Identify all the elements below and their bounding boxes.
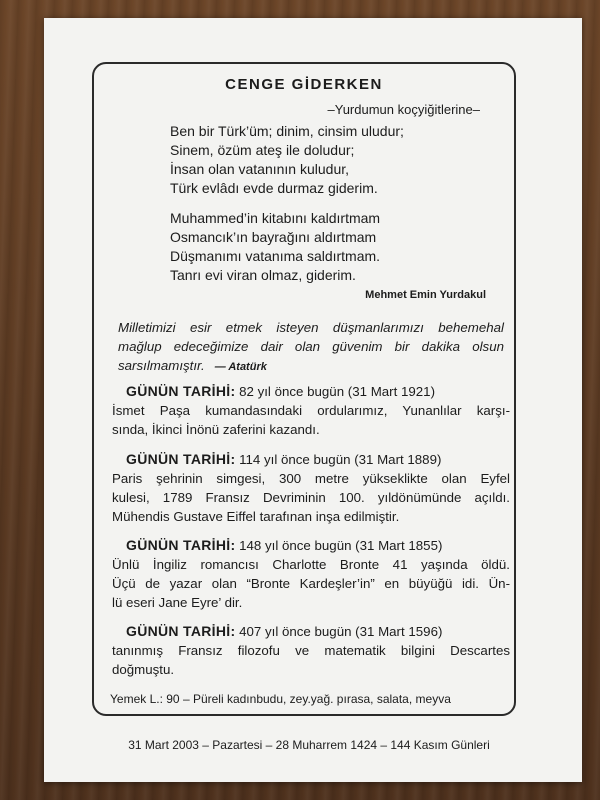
entry-first-line bbox=[112, 450, 510, 469]
entry-line: doğmuştu. bbox=[112, 662, 175, 677]
entry-date: 82 yıl önce bugün (31 Mart 1921) bbox=[239, 384, 435, 399]
entry-label: GÜNÜN TARİHİ: bbox=[126, 383, 236, 399]
poem-line: İnsan olan vatanının kuludur, bbox=[170, 161, 350, 177]
poem-line: Türk evlâdı evde durmaz giderim. bbox=[170, 180, 378, 196]
content-frame bbox=[92, 62, 516, 716]
quote-author: — Atatürk bbox=[214, 361, 267, 373]
quote-line: mağlup edeceğimize dair olan güvenim bir dakika olsun bbox=[118, 339, 504, 354]
entry-line: tanınmış Fransız filozofu ve matematik bilgini Descartes bbox=[112, 643, 510, 658]
date-footer: 31 Mart 2003 – Pazartesi – 28 Muharrem 1424 – 144 Kasım Günleri bbox=[128, 738, 490, 752]
poem-dedication: –Yurdumun koçyiğitlerine– bbox=[327, 102, 480, 117]
entry-label: GÜNÜN TARİHİ: bbox=[126, 537, 236, 553]
quote-line-last bbox=[118, 356, 504, 377]
entry-line: Mühendis Gustave Eiffel tarafınan inşa edilmiştir. bbox=[112, 509, 400, 524]
entry-line: Ünlü İngiliz romancısı Charlotte Bronte 41 yaşında öldü. bbox=[112, 557, 510, 572]
entry-line: İsmet Paşa kumandasındaki ordularımız, Yunanlılar karşı- bbox=[112, 403, 510, 418]
poem-line: Muhammed’in kitabını kaldırtmam bbox=[170, 210, 381, 226]
entry-label: GÜNÜN TARİHİ: bbox=[126, 623, 236, 639]
quote-line: Milletimizi esir etmek isteyen düşmanlarımızı behemehal bbox=[118, 320, 504, 335]
entry-first-line bbox=[112, 622, 510, 641]
poem-line: Tanrı evi viran olmaz, giderim. bbox=[170, 267, 356, 283]
poem-author: Mehmet Emin Yurdakul bbox=[365, 289, 486, 301]
entry-line: Paris şehrinin simgesi, 300 metre yükseklikte olan Eyfel bbox=[112, 471, 510, 486]
history-entry-1 bbox=[112, 382, 510, 439]
entry-line: Üçü de yazar olan “Bronte Kardeşler’in” en büyüğü idi. Ün- bbox=[112, 576, 510, 591]
history-entry-3 bbox=[112, 536, 510, 612]
poem-line: Ben bir Türk’üm; dinim, cinsim uludur; bbox=[170, 123, 404, 139]
history-entry-4 bbox=[112, 622, 510, 679]
poem-stanza-1 bbox=[170, 122, 404, 198]
poem-line: Sinem, özüm ateş ile doludur; bbox=[170, 142, 355, 158]
poem-line: Düşmanımı vatanıma saldırtmam. bbox=[170, 248, 381, 264]
poem-title: CENGE GİDERKEN bbox=[225, 76, 383, 93]
entry-date: 114 yıl önce bugün (31 Mart 1889) bbox=[239, 452, 442, 467]
entry-date: 407 yıl önce bugün (31 Mart 1596) bbox=[239, 624, 443, 639]
history-entry-2 bbox=[112, 450, 510, 526]
entry-first-line bbox=[112, 382, 510, 401]
entry-line: kulesi, 1789 Fransız Devriminin 100. yıldönümünde açıldı. bbox=[112, 490, 510, 505]
entry-line: lü eseri Jane Eyre’ dir. bbox=[112, 595, 243, 610]
entry-line: sında, İkinci İnönü zaferini kazandı. bbox=[112, 422, 320, 437]
entry-date: 148 yıl önce bugün (31 Mart 1855) bbox=[239, 538, 443, 553]
poem-line: Osmancık’ın bayrağını aldırtmam bbox=[170, 229, 377, 245]
quote-line-text: sarsılmamıştır. bbox=[118, 358, 205, 373]
entry-first-line bbox=[112, 536, 510, 555]
calendar-page bbox=[44, 18, 582, 782]
poem-stanza-2 bbox=[170, 209, 380, 285]
entry-label: GÜNÜN TARİHİ: bbox=[126, 451, 236, 467]
lunch-menu: Yemek L.: 90 – Püreli kadınbudu, zey.yağ. pırasa, salata, meyva bbox=[110, 692, 451, 706]
ataturk-quote bbox=[118, 318, 504, 377]
